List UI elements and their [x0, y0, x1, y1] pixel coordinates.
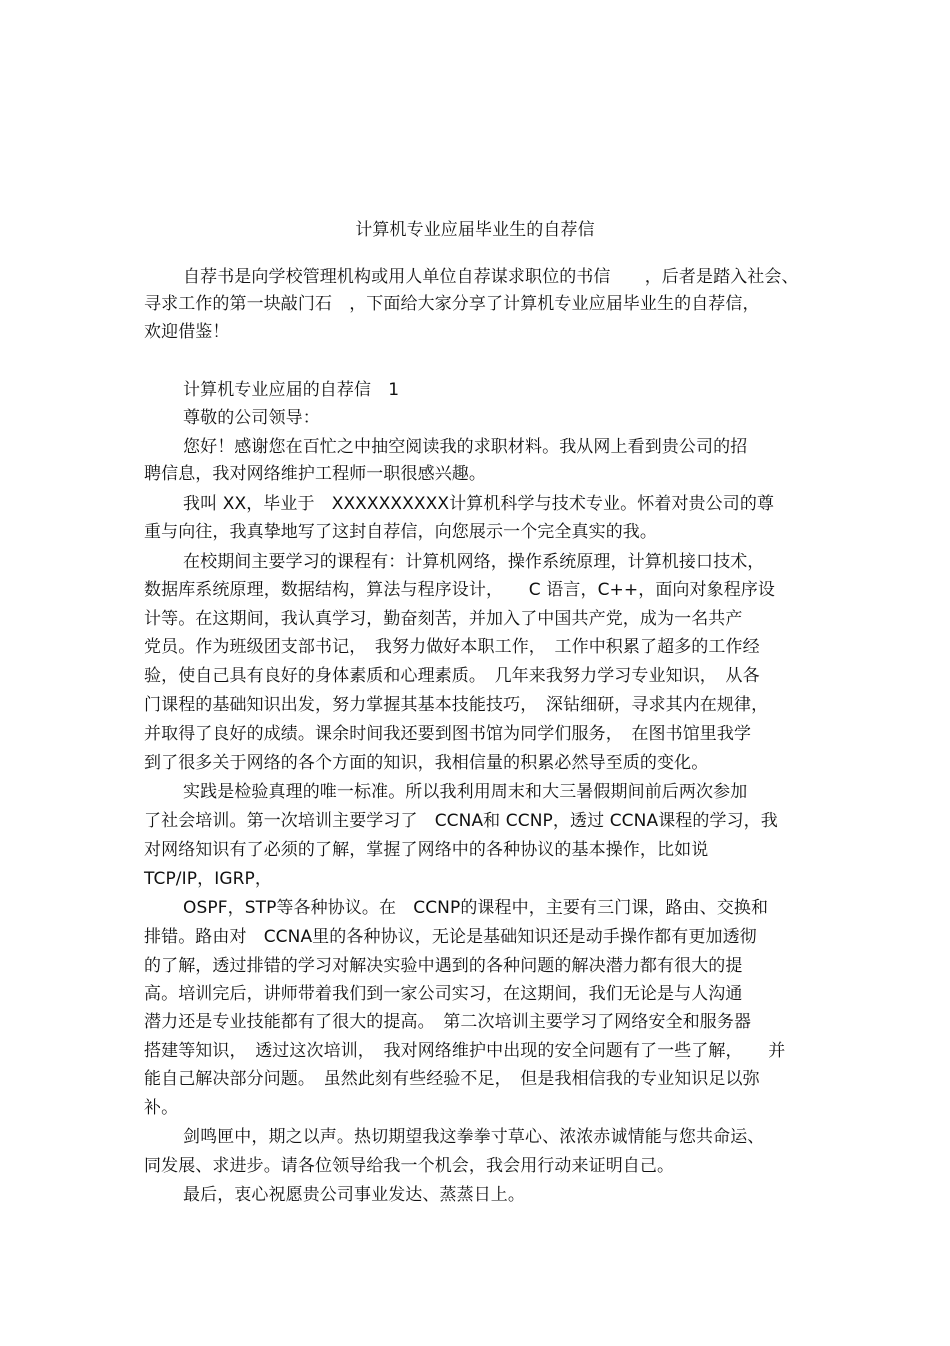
intro-line-1: 自荐书是向学校管理机构或用人单位自荐谋求职位的书信 ，后者是踏入社会、 — [183, 267, 799, 287]
body-line: OSPF，STP等各种协议。在 CCNP的课程中，主要有三门课，路由、交换和 — [183, 898, 769, 918]
body-line: 潜力还是专业技能都有了很大的提高。 第二次培训主要学习了网络安全和服务器 — [144, 1012, 752, 1032]
body-line: 同发展、求进步。请各位领导给我一个机会，我会用行动来证明自己。 — [144, 1156, 675, 1176]
body-line: 重与向往，我真挚地写了这封自荐信，向您展示一个完全真实的我。 — [144, 522, 657, 542]
body-line: 党员。作为班级团支部书记， 我努力做好本职工作， 工作中积累了超多的工作经 — [144, 637, 760, 657]
body-line: 计等。在这期间，我认真学习，勤奋刻苦，并加入了中国共产党，成为一名共产 — [144, 609, 743, 629]
body-line: 验，使自己具有良好的身体素质和心理素质。 几年来我努力学习专业知识， 从各 — [144, 666, 760, 686]
document-title: 计算机专业应届毕业生的自荐信 — [355, 220, 595, 240]
intro-line-2: 寻求工作的第一块敲门石 ，下面给大家分享了计算机专业应届毕业生的自荐信， — [144, 294, 760, 314]
body-line: 高。培训完后，讲师带着我们到一家公司实习，在这期间，我们无论是与人沟通 — [144, 984, 743, 1004]
section-heading: 计算机专业应届的自荐信 1 — [183, 380, 400, 400]
body-line: 数据库系统原理，数据结构，算法与程序设计， C 语言，C++，面向对象程序设 — [144, 580, 776, 600]
body-line: 对网络知识有了必须的了解，掌握了网络中的各种协议的基本操作，比如说 — [144, 840, 709, 860]
body-line: 并取得了良好的成绩。课余时间我还要到图书馆为同学们服务， 在图书馆里我学 — [144, 724, 752, 744]
closing-line: 最后，衷心祝愿贵公司事业发达、蒸蒸日上。 — [183, 1185, 525, 1205]
intro-line-3: 欢迎借鉴！ — [144, 322, 230, 342]
body-line: 了社会培训。第一次培训主要学习了 CCNA和 CCNP，透过 CCNA课程的学习，我 — [144, 811, 778, 831]
body-line: 的了解，透过排错的学习对解决实验中遇到的各种问题的解决潜力都有很大的提 — [144, 956, 743, 976]
body-line: 您好！感谢您在百忙之中抽空阅读我的求职材料。我从网上看到贵公司的招 — [183, 437, 748, 457]
body-line: 我叫 XX，毕业于 XXXXXXXXXX计算机科学与技术专业。怀着对贵公司的尊 — [183, 494, 775, 514]
body-line: TCP/IP，IGRP， — [144, 869, 272, 889]
salutation: 尊敬的公司领导： — [183, 408, 320, 428]
body-line: 聘信息，我对网络维护工程师一职很感兴趣。 — [144, 464, 486, 484]
body-line: 实践是检验真理的唯一标准。所以我利用周末和大三暑假期间前后两次参加 — [183, 782, 748, 802]
body-line: 到了很多关于网络的各个方面的知识，我相信量的积累必然导至质的变化。 — [144, 753, 709, 773]
body-line: 补。 — [144, 1098, 179, 1118]
body-line: 在校期间主要学习的课程有：计算机网络，操作系统原理，计算机接口技术， — [183, 552, 765, 572]
body-line: 剑鸣匣中，期之以声。热切期望我这拳拳寸草心、浓浓赤诚情能与您共命运、 — [183, 1127, 765, 1147]
body-line: 门课程的基础知识出发，努力掌握其基本技能技巧， 深钻细研，寻求其内在规律， — [144, 695, 769, 715]
body-line: 搭建等知识， 透过这次培训， 我对网络维护中出现的安全问题有了一些了解， 并 — [144, 1041, 786, 1061]
body-line: 能自己解决部分问题。 虽然此刻有些经验不足， 但是我相信我的专业知识足以弥 — [144, 1069, 760, 1089]
body-line: 排错。路由对 CCNA里的各种协议，无论是基础知识还是动手操作都有更加透彻 — [144, 927, 757, 947]
